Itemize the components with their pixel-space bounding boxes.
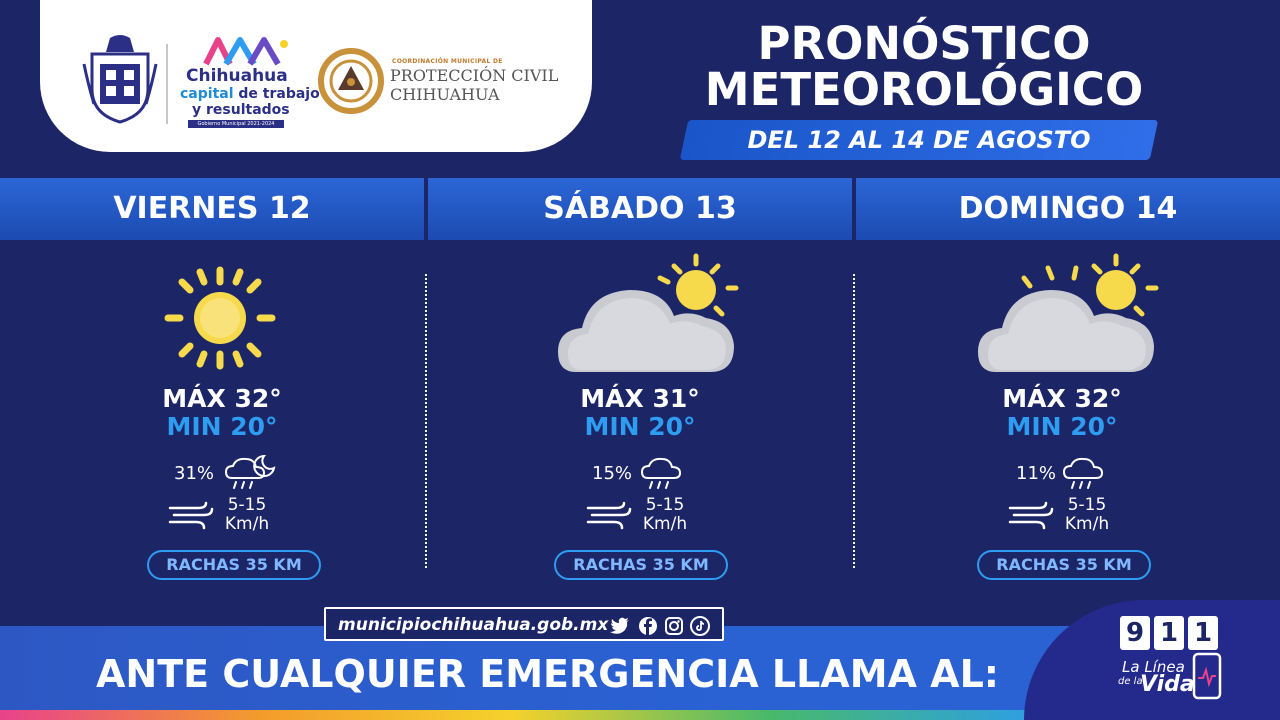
day-header-sabado: SÁBADO 13 (428, 178, 852, 240)
rain-cloud-icon (1062, 452, 1114, 492)
partly-cloudy-icon (976, 252, 1162, 376)
gusts-badge: RACHAS 35 KM (554, 550, 728, 580)
rain-chance: 31% (174, 463, 215, 484)
max-temp: MÁX 32° (162, 384, 282, 413)
wind-speed (1052, 496, 1122, 534)
capital-tag-accent: capital (180, 86, 234, 102)
max-temp: MÁX 32° (1002, 384, 1122, 413)
wind-unit: Km/h (642, 514, 688, 534)
wind-range: 5-15 (1067, 495, 1107, 515)
website-box (324, 607, 724, 641)
page-title-line2: METEOROLÓGICO (704, 63, 1144, 116)
phone-icon (1190, 652, 1224, 700)
digit-9: 9 (1120, 616, 1150, 650)
gusts-badge: RACHAS 35 KM (147, 550, 321, 580)
logo-divider (166, 44, 168, 124)
min-temp: MIN 20° (166, 412, 278, 441)
capital-footer: Gobierno Municipal 2021-2024 (188, 120, 284, 128)
wind-speed (212, 496, 282, 534)
twitter-icon[interactable] (610, 616, 630, 636)
night-rain-icon (224, 452, 276, 492)
capital-tagline (180, 86, 320, 102)
capital-tagline-2: y resultados (192, 102, 290, 118)
emergency-message: ANTE CUALQUIER EMERGENCIA LLAMA AL: (96, 652, 999, 696)
city-seal-icon (82, 34, 158, 124)
wind-icon (168, 500, 214, 530)
wind-range: 5-15 (227, 495, 267, 515)
min-temp: MIN 20° (584, 412, 696, 441)
linea-vida-de-la: de la (1118, 676, 1143, 687)
wind-speed (630, 496, 700, 534)
pc-city: CHIHUAHUA (390, 85, 500, 104)
logo-panel (40, 0, 592, 152)
page-title-line1: PRONÓSTICO (757, 17, 1091, 70)
partly-cloudy-icon (556, 252, 742, 376)
pc-coordination-label: COORDINACIÓN MUNICIPAL DE (392, 58, 503, 65)
day-header-viernes: VIERNES 12 (0, 178, 424, 240)
day-header-domingo: DOMINGO 14 (856, 178, 1280, 240)
min-temp: MIN 20° (1006, 412, 1118, 441)
capital-name: Chihuahua (186, 66, 288, 86)
instagram-icon[interactable] (664, 616, 684, 636)
digit-1: 1 (1154, 616, 1184, 650)
pc-title: PROTECCIÓN CIVIL (390, 66, 559, 85)
gusts-badge: RACHAS 35 KM (977, 550, 1151, 580)
wind-icon (1008, 500, 1054, 530)
tiktok-icon[interactable] (690, 616, 710, 636)
capital-tag-rest: de trabajo (233, 86, 320, 102)
website-link[interactable]: municipiochihuahua.gob.mx (338, 615, 609, 635)
wind-icon (586, 500, 632, 530)
wind-unit: Km/h (1064, 514, 1110, 534)
rain-chance: 11% (1016, 463, 1057, 484)
facebook-icon[interactable] (638, 616, 658, 636)
sun-icon (160, 266, 280, 370)
max-temp: MÁX 31° (580, 384, 700, 413)
column-divider (425, 274, 427, 568)
rain-cloud-icon (640, 452, 692, 492)
capital-mark-icon (202, 36, 292, 66)
linea-vida-label: La Línea (1122, 658, 1185, 676)
digit-1-second: 1 (1188, 616, 1218, 650)
chihuahua-capital-logo (180, 36, 330, 128)
proteccion-civil-emblem-icon (318, 48, 384, 114)
wind-unit: Km/h (224, 514, 270, 534)
linea-vida-vida: Vida (1140, 672, 1195, 697)
rain-chance: 15% (592, 463, 633, 484)
date-range: DEL 12 AL 14 DE AGOSTO (747, 126, 1091, 154)
wind-range: 5-15 (645, 495, 685, 515)
column-divider (853, 274, 855, 568)
